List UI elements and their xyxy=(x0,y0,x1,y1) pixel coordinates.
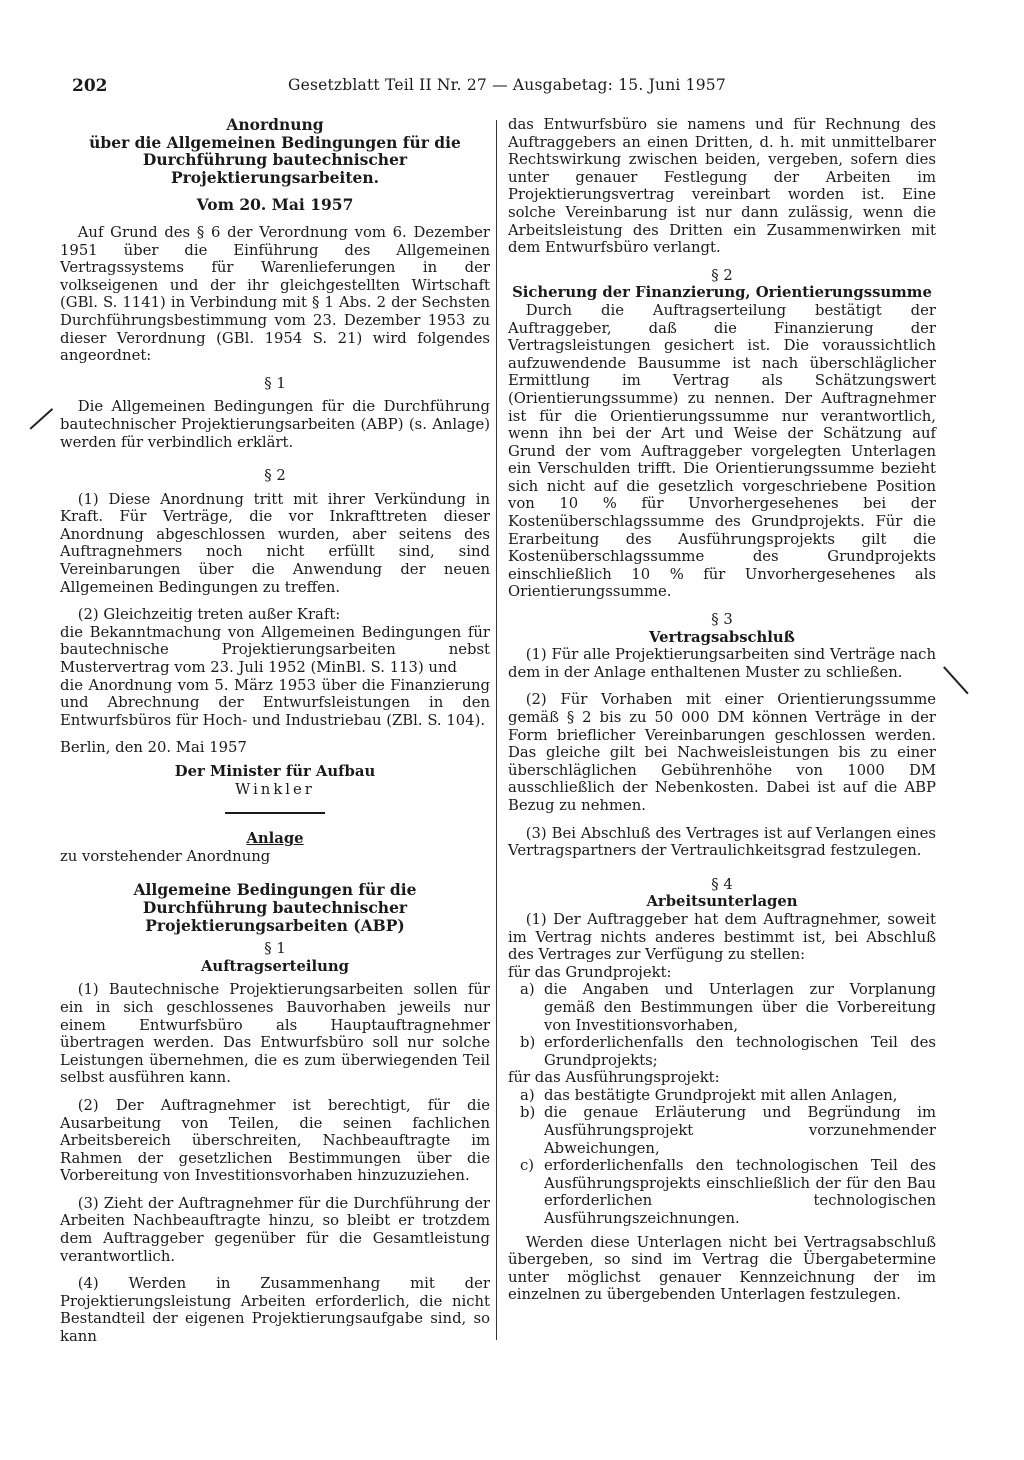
abp-section-1-heading: § 1 xyxy=(264,940,286,958)
running-title: Gesetzblatt Teil II Nr. 27 — Ausgabetag: 15. Juni 1957 xyxy=(288,76,726,94)
grundprojekt-label: für das Grundprojekt: xyxy=(508,963,672,981)
page-header xyxy=(60,76,940,104)
document-title: Anordnung xyxy=(226,115,324,134)
document-subtitle: über die Allgemeinen Bedingungen für die Durchführung bautechnischer Projektierungsarbeiten. xyxy=(89,132,461,187)
abp-section-1-paragraph-1: (1) Bautechnische Projektierungsarbeiten sollen für ein in sich geschlossenes Bauvorhaben jeweils nur einem Entwurfsbüro als Hauptauftragnehmer übertragen werden. Das Entwurfsbüro soll nur solche Leistungen übernehmen, die es zum überwiegenden Teil selbst ausführen kann. xyxy=(60,981,490,1087)
list-item xyxy=(508,1034,936,1069)
preamble: Auf Grund des § 6 der Verordnung vom 6. Dezember 1951 über die Einführung des Allgemeinen Vertragssystems für Warenlieferungen in der volkseigenen und der ihr gleichgestellten Wirtschaft (GBl. S. 1141) in Verbindung mit § 1 Abs. 2 der Sechsten Durchführungsbestimmung vom 23. Dezember 1953 zu dieser Verordnung (GBl. 1954 S. 21) wird folgendes angeordnet: xyxy=(60,223,490,365)
closing-paragraph: Werden diese Unterlagen nicht bei Vertragsabschluß übergeben, so sind im Vertrag die Übergabetermine unter möglichst genauer Kennzeichnung der im einzelnen zu übergebenden Unterlagen festzulegen. xyxy=(508,1233,936,1304)
abp-section-1-paragraph-3: (3) Zieht der Auftragnehmer für die Durchführung der Arbeiten Nachbeauftragte hinzu, so bleibt er trotzdem dem Auftraggeber gegenüber für die Gesamtleistung verantwortlich. xyxy=(60,1194,490,1265)
section-4-paragraph-1: (1) Der Auftraggeber hat dem Auftragnehmer, soweit im Vertrag nichts anderes bestimmt ist, bei Abschluß des Vertrages zur Verfügung zu stellen: xyxy=(508,910,936,964)
section-2-heading: § 2 xyxy=(711,266,733,284)
signer-name: Winkler xyxy=(235,780,315,798)
abp-title: Allgemeine Bedingungen für die Durchführung bautechnischer Projektierungsarbeiten (ABP) xyxy=(133,880,417,935)
column-divider xyxy=(496,120,497,1340)
place-date: Berlin, den 20. Mai 1957 xyxy=(60,739,247,757)
margin-pen-mark xyxy=(29,408,52,429)
list-item-label: a) xyxy=(520,981,535,999)
list-item xyxy=(508,1087,936,1105)
list-item-label: b) xyxy=(520,1104,536,1122)
right-column xyxy=(508,116,936,1304)
anlage-label: Anlage xyxy=(246,830,304,848)
list-item-label: c) xyxy=(520,1157,535,1175)
page-number: 202 xyxy=(72,76,108,96)
list-item-text: die genaue Erläuterung und Begründung im Ausführungsprojekt vorzunehmender Abweichungen, xyxy=(544,1104,936,1157)
section-4-heading: § 4 xyxy=(711,875,733,893)
section-1-heading: § 1 xyxy=(264,374,286,392)
list-item xyxy=(508,1104,936,1157)
list-item-text: die Angaben und Unterlagen zur Vorplanung gemäß den Bestimmungen über die Vorbereitung von Investitionsvorhaben, xyxy=(544,981,936,1034)
left-column xyxy=(60,116,490,1346)
document-date: Vom 20. Mai 1957 xyxy=(196,195,354,215)
section-3-paragraph-3: (3) Bei Abschluß des Vertrages ist auf Verlangen eines Vertragspartners der Vertraulichkeitsgrad festzulegen. xyxy=(508,824,936,860)
anlage-subtitle: zu vorstehender Anordnung xyxy=(60,847,271,865)
section-3-heading: § 3 xyxy=(711,611,733,629)
section-2-paragraph-4: die Anordnung vom 5. März 1953 über die Finanzierung und Abrechnung der Entwurfsleistungen in den Entwurfsbüros für Hoch- und Industriebau (ZBl. S. 104). xyxy=(60,676,490,729)
section-2-paragraph-3: die Bekanntmachung von Allgemeinen Bedingungen für bautechnische Projektierungsarbeiten nebst Mustervertrag vom 23. Juli 1952 (MinBl. S. 113) und xyxy=(60,623,490,677)
abp-section-1-paragraph-4: (4) Werden in Zusammenhang mit der Projektierungsleistung Arbeiten erforderlich, die nicht Bestandteil der eigenen Projektierungsaufgabe sind, so kann xyxy=(60,1275,490,1346)
section-4-title: Arbeitsunterlagen xyxy=(646,893,798,911)
list-item-text: erforderlichenfalls den technologischen Teil des Ausführungsprojekts einschließlich der für den Bau erforderlichen technologischen Ausführungszeichnungen. xyxy=(544,1157,936,1228)
list-item xyxy=(508,1157,936,1227)
section-2-paragraph-1: (1) Diese Anordnung tritt mit ihrer Verkündung in Kraft. Für Verträge, die vor Inkrafttreten dieser Anordnung abgeschlossen wurden, aber seitens des Auftragnehmers noch nicht erfüllt sind, sind Vereinbarungen über die Anwendung der neuen Allgemeinen Bedingungen zu treffen. xyxy=(60,490,490,596)
section-2-heading: § 2 xyxy=(264,467,286,485)
list-item-text: das bestätigte Grundprojekt mit allen Anlagen, xyxy=(544,1086,898,1104)
separator-rule xyxy=(225,812,325,814)
minister-title: Der Minister für Aufbau xyxy=(174,763,376,780)
abp-section-1-title: Auftragserteilung xyxy=(200,957,350,975)
section-1-text: Die Allgemeinen Bedingungen für die Durchführung bautechnischer Projektierungsarbeiten (ABP) (s. Anlage) werden für verbindlich erklärt. xyxy=(60,398,490,451)
section-2-title: Sicherung der Finanzierung, Orientierungssumme xyxy=(512,284,932,302)
continued-text: das Entwurfsbüro sie namens und für Rechnung des Auftraggebers an einen Dritten, d. h. mit unmittelbarer Rechtswirkung zwischen beiden, vergeben, sofern dies unter genauer Festlegung der Arbeiten im Projektierungsvertrag vereinbart worden ist. Eine solche Vereinbarung ist nur dann zulässig, wenn die Arbeitsleistung des Dritten ein Zusammenwirken mit dem Entwurfsbüro verlangt. xyxy=(508,116,936,257)
list-item-label: a) xyxy=(520,1086,535,1104)
list-item xyxy=(508,981,936,1034)
margin-pen-mark xyxy=(943,666,968,694)
ausfuehrungsprojekt-label: für das Ausführungsprojekt: xyxy=(508,1069,720,1087)
section-2-text: Durch die Auftragserteilung bestätigt der Auftraggeber, daß die Finanzierung der Vertragsleistungen gesichert ist. Die voraussichtlich aufzuwendende Bausumme ist nach überschläglicher Ermittlung im Vertrag als Schätzungswert (Orientierungssumme) zu nennen. Der Auftragnehmer ist für die Orientierungssumme nur verantwortlich, wenn ihn bei der Art und Weise der Schätzung auf Grund der vom Auftraggeber vorgelegten Unterlagen ein Verschulden trifft. Die Orientierungssumme bezieht sich nicht auf die gesetzlich vorgeschriebene Position von 10 % für Unvorhergesehenes bei der Kostenüberschlagssumme des Grundprojekts. Für die Erarbeitung des Ausführungsprojekts gilt die Kostenüberschlagssumme des Grundprojekts einschließlich 10 % für Unvorhergesehenes als Orientierungssumme. xyxy=(508,301,936,601)
list-item-label: b) xyxy=(520,1034,536,1052)
section-2-paragraph-2: (2) Gleichzeitig treten außer Kraft: xyxy=(77,606,341,624)
section-3-title: Vertragsabschluß xyxy=(649,628,795,646)
abp-section-1-paragraph-2: (2) Der Auftragnehmer ist berechtigt, für die Ausarbeitung von Teilen, die seinen fachlichen Arbeitsbereich überschreiten, Nachbeauftragte im Rahmen der gesetzlichen Bestimmungen über die Vorbereitung von Investitionsvorhaben hinzuzuziehen. xyxy=(60,1096,490,1185)
section-3-paragraph-2: (2) Für Vorhaben mit einer Orientierungssumme gemäß § 2 bis zu 50 000 DM können Verträge in der Form brieflicher Vereinbarungen geschlossen werden. Das gleiche gilt bei Nachweisleistungen bis zu einer überschläglichen Gebührenhöhe von 1000 DM ausschließlich der Nebenkosten. Dabei ist auf die ABP Bezug zu nehmen. xyxy=(508,691,936,814)
list-item-text: erforderlichenfalls den technologischen Teil des Grundprojekts; xyxy=(544,1034,936,1069)
section-3-paragraph-1: (1) Für alle Projektierungsarbeiten sind Verträge nach dem in der Anlage enthaltenen Muster zu schließen. xyxy=(508,646,936,681)
